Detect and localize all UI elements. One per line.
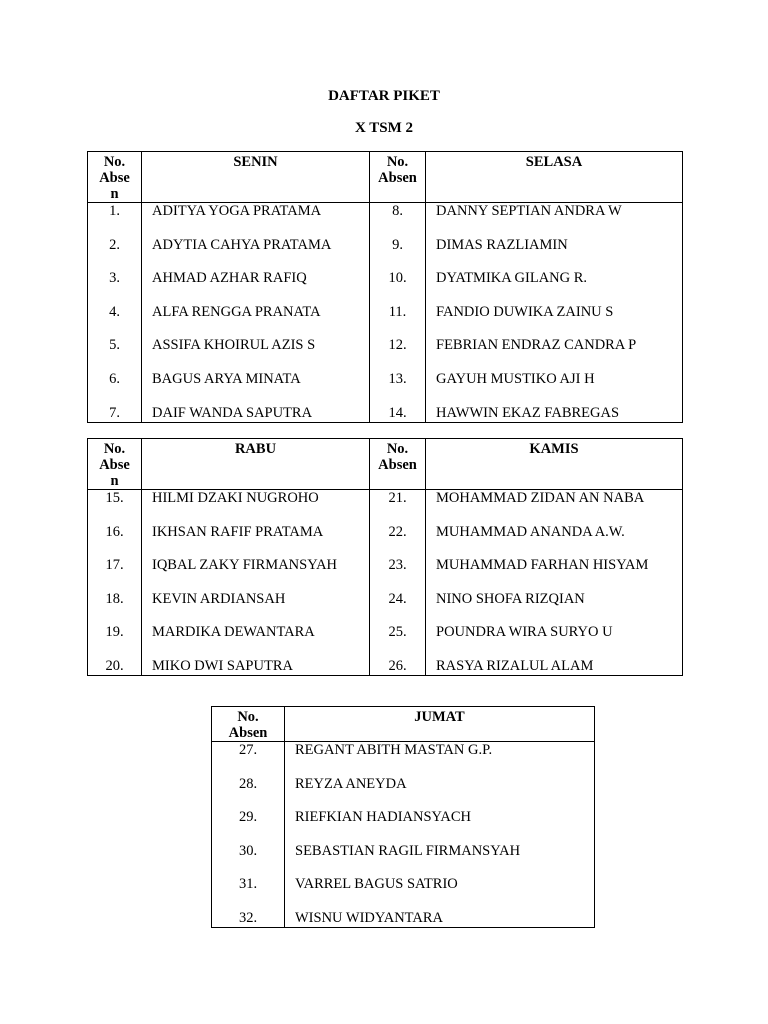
table-row (212, 843, 595, 877)
header-selasa: SELASA (426, 152, 683, 203)
header-no-absen: No. Absen (212, 707, 285, 742)
absen-number: 20. (88, 658, 142, 676)
table-row (88, 405, 683, 423)
table-row (88, 591, 683, 625)
student-name: IKHSAN RAFIF PRATAMA (142, 524, 370, 558)
header-kamis: KAMIS (426, 439, 683, 490)
absen-number: 32. (212, 910, 285, 928)
absen-number: 24. (370, 591, 426, 625)
schedule-table-jumat (211, 706, 595, 928)
absen-number: 3. (88, 270, 142, 304)
table-row (88, 337, 683, 371)
student-name: VARREL BAGUS SATRIO (285, 876, 595, 910)
absen-number: 19. (88, 624, 142, 658)
header-no-absen: No. Absen (370, 152, 426, 203)
student-name: HILMI DZAKI NUGROHO (142, 490, 370, 524)
student-name: KEVIN ARDIANSAH (142, 591, 370, 625)
table-header (212, 707, 595, 742)
document-title: DAFTAR PIKET (328, 88, 440, 104)
absen-number: 25. (370, 624, 426, 658)
header-no-absen: No. Abse n (88, 152, 142, 203)
table-row (212, 876, 595, 910)
student-name: DANNY SEPTIAN ANDRA W (426, 203, 683, 237)
table-row (88, 237, 683, 271)
table-header (88, 439, 683, 490)
absen-number: 16. (88, 524, 142, 558)
student-name: ADITYA YOGA PRATAMA (142, 203, 370, 237)
absen-number: 17. (88, 557, 142, 591)
absen-number: 9. (370, 237, 426, 271)
absen-number: 13. (370, 371, 426, 405)
student-name: MUHAMMAD ANANDA A.W. (426, 524, 683, 558)
student-name: ADYTIA CAHYA PRATAMA (142, 237, 370, 271)
absen-number: 4. (88, 304, 142, 338)
table-row (88, 371, 683, 405)
student-name: POUNDRA WIRA SURYO U (426, 624, 683, 658)
student-name: DIMAS RAZLIAMIN (426, 237, 683, 271)
table-row (212, 742, 595, 776)
absen-number: 30. (212, 843, 285, 877)
absen-number: 8. (370, 203, 426, 237)
header-senin: SENIN (142, 152, 370, 203)
student-name: DYATMIKA GILANG R. (426, 270, 683, 304)
header-no-absen: No. Abse n (88, 439, 142, 490)
table-row (88, 557, 683, 591)
table-row (88, 658, 683, 676)
student-name: WISNU WIDYANTARA (285, 910, 595, 928)
absen-number: 1. (88, 203, 142, 237)
student-name: GAYUH MUSTIKO AJI H (426, 371, 683, 405)
student-name: FANDIO DUWIKA ZAINU S (426, 304, 683, 338)
schedule-table-senin-selasa (87, 151, 683, 423)
table-row (212, 776, 595, 810)
student-name: AHMAD AZHAR RAFIQ (142, 270, 370, 304)
student-name: BAGUS ARYA MINATA (142, 371, 370, 405)
absen-number: 14. (370, 405, 426, 423)
absen-number: 27. (212, 742, 285, 776)
student-name: MARDIKA DEWANTARA (142, 624, 370, 658)
table-row (88, 203, 683, 237)
table-row (88, 624, 683, 658)
student-name: REYZA ANEYDA (285, 776, 595, 810)
student-name: RIEFKIAN HADIANSYACH (285, 809, 595, 843)
student-name: DAIF WANDA SAPUTRA (142, 405, 370, 423)
table-row (212, 910, 595, 928)
table-row (212, 809, 595, 843)
schedule-table-rabu-kamis (87, 438, 683, 676)
absen-number: 28. (212, 776, 285, 810)
absen-number: 2. (88, 237, 142, 271)
student-name: RASYA RIZALUL ALAM (426, 658, 683, 676)
header-jumat: JUMAT (285, 707, 595, 742)
student-name: MOHAMMAD ZIDAN AN NABA (426, 490, 683, 524)
student-name: MUHAMMAD FARHAN HISYAM (426, 557, 683, 591)
absen-number: 23. (370, 557, 426, 591)
absen-number: 15. (88, 490, 142, 524)
absen-number: 11. (370, 304, 426, 338)
table-row (88, 490, 683, 524)
table-row (88, 270, 683, 304)
absen-number: 31. (212, 876, 285, 910)
student-name: IQBAL ZAKY FIRMANSYAH (142, 557, 370, 591)
table-row (88, 304, 683, 338)
student-name: SEBASTIAN RAGIL FIRMANSYAH (285, 843, 595, 877)
absen-number: 7. (88, 405, 142, 423)
table-row (88, 524, 683, 558)
absen-number: 22. (370, 524, 426, 558)
absen-number: 12. (370, 337, 426, 371)
student-name: FEBRIAN ENDRAZ CANDRA P (426, 337, 683, 371)
absen-number: 5. (88, 337, 142, 371)
class-subtitle: X TSM 2 (354, 120, 414, 136)
student-name: REGANT ABITH MASTAN G.P. (285, 742, 595, 776)
student-name: NINO SHOFA RIZQIAN (426, 591, 683, 625)
absen-number: 6. (88, 371, 142, 405)
absen-number: 26. (370, 658, 426, 676)
student-name: HAWWIN EKAZ FABREGAS (426, 405, 683, 423)
header-no-absen: No. Absen (370, 439, 426, 490)
student-name: MIKO DWI SAPUTRA (142, 658, 370, 676)
absen-number: 18. (88, 591, 142, 625)
absen-number: 29. (212, 809, 285, 843)
student-name: ASSIFA KHOIRUL AZIS S (142, 337, 370, 371)
header-rabu: RABU (142, 439, 370, 490)
absen-number: 21. (370, 490, 426, 524)
absen-number: 10. (370, 270, 426, 304)
student-name: ALFA RENGGA PRANATA (142, 304, 370, 338)
table-header (88, 152, 683, 203)
